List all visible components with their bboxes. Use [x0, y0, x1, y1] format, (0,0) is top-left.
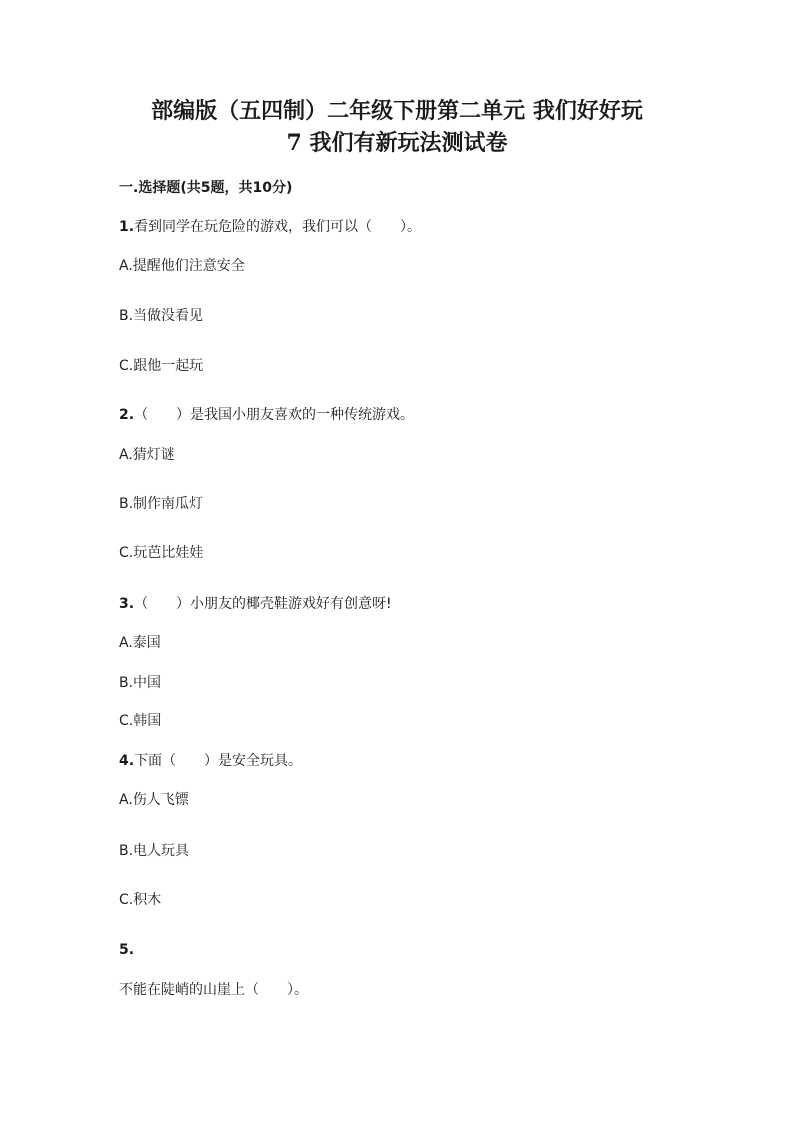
question-3-option-c: C.韩国 — [119, 713, 162, 729]
question-2-option-b: B.制作南瓜灯 — [119, 496, 204, 512]
question-3-option-b: B.中国 — [119, 675, 162, 691]
question-4-option-a: A.伤人飞镖 — [119, 792, 189, 808]
question-2 — [119, 405, 414, 425]
question-1-option-a: A.提醒他们注意安全 — [119, 258, 245, 274]
question-number: 2. — [119, 407, 135, 423]
question-number: 5. — [119, 942, 135, 958]
question-text: 看到同学在玩危险的游戏，我们可以（ ）。 — [134, 219, 422, 235]
question-2-option-a: A.猜灯谜 — [119, 447, 175, 463]
section-header: 一.选择题(共5题，共10分) — [119, 180, 293, 196]
question-3 — [119, 594, 392, 614]
question-text: （ ）是我国小朋友喜欢的一种传统游戏。 — [134, 407, 415, 423]
document-title-line1: 部编版（五四制）二年级下册第二单元 我们好好玩 — [151, 98, 643, 124]
question-1-option-b: B.当做没看见 — [119, 308, 204, 324]
question-5-number — [119, 940, 134, 960]
question-4-option-b: B.电人玩具 — [119, 843, 190, 859]
document-title-line2: 7 我们有新玩法测试卷 — [286, 130, 508, 156]
question-4-option-c: C.积木 — [119, 892, 162, 908]
question-text: （ ）小朋友的椰壳鞋游戏好有创意呀! — [134, 596, 392, 612]
question-1 — [119, 217, 421, 237]
question-number: 4. — [119, 753, 135, 769]
question-number: 3. — [119, 596, 135, 612]
question-5-text: 不能在陡峭的山崖上（ ）。 — [119, 982, 308, 998]
question-3-option-a: A.泰国 — [119, 635, 161, 651]
question-text: 下面（ ）是安全玩具。 — [134, 753, 303, 769]
question-2-option-c: C.玩芭比娃娃 — [119, 545, 204, 561]
question-4 — [119, 751, 302, 771]
question-number: 1. — [119, 219, 135, 235]
question-1-option-c: C.跟他一起玩 — [119, 358, 204, 374]
